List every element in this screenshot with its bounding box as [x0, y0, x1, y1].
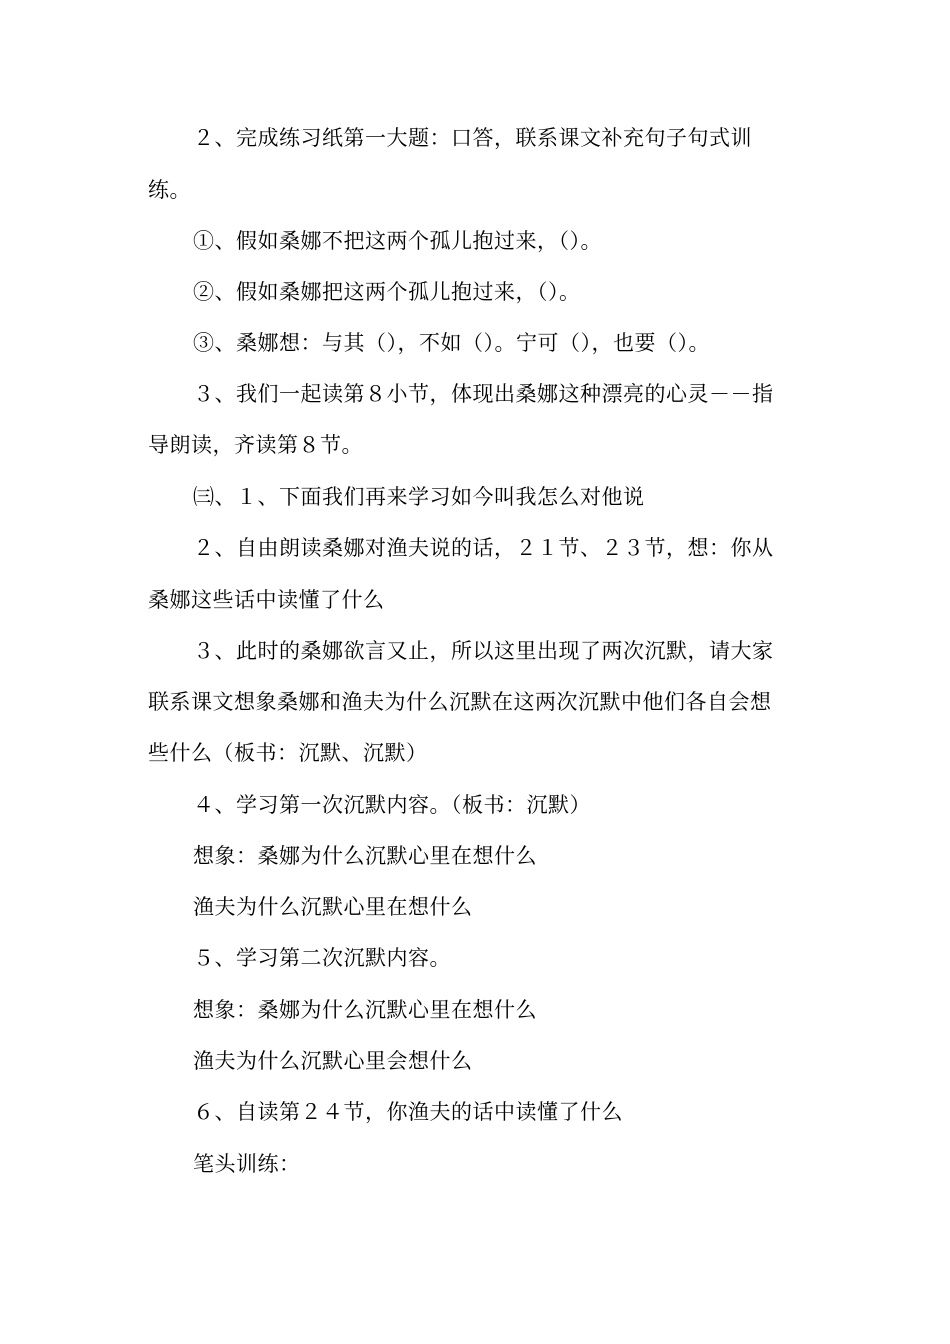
text-line: ①、假如桑娜不把这两个孤儿抱过来，（）。: [193, 229, 602, 253]
text-line: 渔夫为什么沉默心里会想什么: [193, 1049, 473, 1073]
text-line: 渔夫为什么沉默心里在想什么: [193, 895, 473, 919]
text-line: 联系课文想象桑娜和渔夫为什么沉默在这两次沉默中他们各自会想: [148, 690, 772, 714]
text-line: 想象：桑娜为什么沉默心里在想什么: [193, 844, 537, 868]
text-line: ６、自读第２４节，你渔夫的话中读懂了什么: [193, 1100, 623, 1124]
text-line: 想象：桑娜为什么沉默心里在想什么: [193, 998, 537, 1022]
text-line: ㈢、１、下面我们再来学习如今叫我怎么对他说: [193, 485, 645, 509]
text-line: ③、桑娜想：与其（），不如（）。宁可（），也要（）。: [193, 331, 710, 355]
text-line: ４、学习第一次沉默内容。（板书：沉默）: [193, 793, 591, 817]
text-line: 练。: [148, 178, 191, 202]
text-line: 笔头训练：: [193, 1152, 301, 1176]
text-line: ５、学习第二次沉默内容。: [193, 946, 451, 970]
text-line: ３、此时的桑娜欲言又止，所以这里出现了两次沉默，请大家: [193, 639, 774, 663]
text-line: ２、完成练习纸第一大题：口答，联系课文补充句子句式训: [193, 126, 752, 150]
text-line: 导朗读，齐读第８节。: [148, 433, 363, 457]
text-line: ②、假如桑娜把这两个孤儿抱过来，（）。: [193, 280, 581, 304]
text-line: 些什么（板书：沉默、沉默）: [148, 741, 428, 765]
text-line: ２、自由朗读桑娜对渔夫说的话，２１节、２３节，想：你从: [193, 536, 774, 560]
text-line: 桑娜这些话中读懂了什么: [148, 588, 385, 612]
text-line: ３、我们一起读第８小节，体现出桑娜这种漂亮的心灵－－指: [193, 382, 774, 406]
